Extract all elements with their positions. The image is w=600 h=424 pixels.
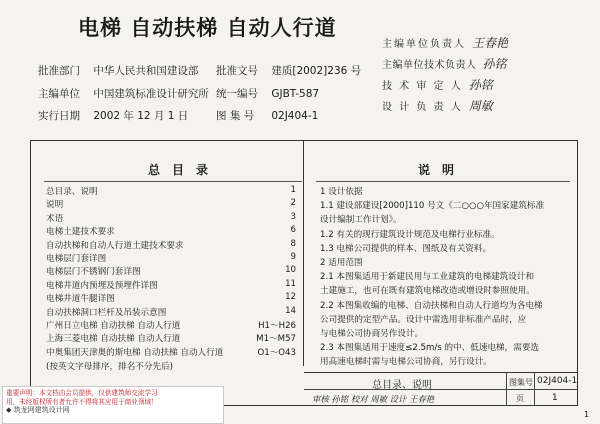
toc-item: 说明 [46, 200, 64, 211]
toc-page: 11 [285, 278, 296, 289]
explanation-title: 说明 [418, 163, 467, 177]
responsible-row [382, 55, 507, 72]
toc-page: 2 [290, 198, 296, 209]
title-block-mid-rule [304, 389, 578, 390]
approve-no-label: 批准文号 [216, 65, 258, 77]
title-block-col-rule [506, 372, 507, 406]
toc-item: 总目录、说明 [46, 187, 98, 197]
copyright-notice [2, 386, 224, 424]
title-block-review-row: 审核 孙铭 校对 周敏 设计 王春艳 [312, 394, 435, 404]
explanation-line: 1.2 有关的现行建筑设计规范及电梯行业标准。 [320, 229, 500, 240]
responsible-signature: 孙铭 [482, 57, 507, 71]
title-block-atlas-label: 图集号 [509, 378, 533, 387]
responsible-role: 技 术 审 定 人 [382, 81, 463, 92]
unified-no-label: 统一编号 [216, 88, 258, 100]
toc-page: M1～M57 [256, 334, 296, 345]
title-block-page-label: 页 [516, 394, 524, 403]
notice-line: 重要声明：本文档由会员提供，仅供建筑师交流学习 [6, 389, 158, 397]
approve-no-value: 建质[2002]236 号 [271, 65, 362, 77]
explanation-rule [316, 181, 570, 182]
toc-page: H1～H26 [258, 321, 296, 331]
toc-item: 术语 [46, 213, 64, 224]
toc-title: 总目录 [148, 163, 221, 177]
title-block-col-rule [534, 372, 535, 406]
editor-row [38, 86, 209, 101]
atlas-no-label: 图 集 号 [216, 110, 255, 122]
explanation-line: 1.1 建设部建设[2000]110 号文《二○○○年国家建筑标准 [320, 201, 545, 212]
explanation-line: 土建施工，也可在既有建筑电梯改造或增设时参照使用。 [320, 286, 535, 297]
toc-item: 自动扶梯和自动人行道土建技术要求 [46, 240, 184, 251]
notice-line: 用，未经版权所有者允许不得将其应用于商业领域！ [6, 397, 158, 406]
atlas-no-value: 02J404-1 [271, 110, 319, 122]
atlas-no-row [216, 108, 318, 123]
center-divider [303, 140, 304, 366]
toc-page: 3 [290, 211, 296, 222]
toc-footnote: (按英文字母排序，排名不分先后) [46, 362, 174, 372]
toc-page: 14 [285, 305, 296, 316]
toc-item: 电梯井道内预埋及预埋件详图 [46, 280, 158, 291]
responsible-signature: 王春艳 [472, 36, 509, 50]
toc-page: 10 [285, 265, 296, 276]
date-value: 2002 年 12 月 1 日 [93, 110, 189, 122]
approve-dept-row [38, 63, 198, 78]
explanation-line: 1.3 电梯公司提供的样本、图纸及有关资料。 [320, 243, 492, 254]
title-block-atlas-no: 02J404-1 [537, 376, 578, 386]
date-row [38, 108, 188, 123]
explanation-line: 2.1 本图集适用于新建民用与工业建筑的电梯建筑设计和 [320, 272, 535, 283]
atlas-title: 电梯 自动扶梯 自动人行道 [78, 16, 337, 40]
explanation-line: 2 适用范围 [320, 258, 363, 268]
explanation-line: 用高速电梯时需与电梯公司协商，另行设计。 [320, 357, 492, 368]
unified-no-row [216, 86, 319, 101]
toc-item: 电梯土建技术要求 [46, 227, 115, 238]
corner-page-number: 1 [584, 410, 590, 419]
explanation-line: 1 设计依据 [320, 187, 363, 197]
toc-item: 自动扶梯洞口栏杆及吊装示意图 [46, 307, 167, 318]
toc-item: 电梯层门不锈钢门套详图 [46, 267, 141, 278]
editor-label: 主编单位 [38, 88, 80, 100]
responsible-signature: 孙铭 [468, 78, 493, 92]
approve-dept-label: 批准部门 [38, 65, 80, 77]
date-label: 实行日期 [38, 110, 80, 122]
responsible-role: 设 计 负 责 人 [382, 102, 463, 113]
responsible-signature: 周敏 [468, 99, 493, 113]
explanation-line: 与电梯公司协商另作设计。 [320, 329, 424, 339]
toc-item: 中奥集团天津奥的斯电梯 自动扶梯 自动人行道 [46, 347, 224, 358]
toc-item: 电梯层门套详图 [46, 254, 107, 264]
toc-item: 广州日立电梯 自动扶梯 自动人行道 [46, 321, 181, 331]
approve-dept-value: 中华人民共和国建设部 [93, 65, 199, 77]
notice-brand: ◆ 筑龙网建筑设计网 [6, 406, 70, 415]
toc-page: 9 [290, 252, 296, 262]
explanation-line: 公司提供的定型产品。设计中需选用非标准产品时，应 [320, 314, 527, 325]
responsible-role: 主编单位负责人 [382, 39, 466, 50]
explanation-line: 设计编制工作计划》。 [320, 215, 402, 226]
toc-page: 8 [290, 238, 296, 249]
explanation-line: 2.3 本图集适用于速度≤2.5m/s 的中、低速电梯，需要选 [320, 343, 540, 354]
toc-page: O1～O43 [257, 347, 296, 358]
responsible-role: 主编单位技术负责人 [382, 60, 477, 71]
editor-value: 中国建筑标准设计研究所 [93, 88, 209, 100]
responsible-row [382, 34, 508, 51]
toc-page: 6 [290, 225, 296, 236]
approve-no-row [216, 63, 361, 78]
title-block-top-border [304, 372, 578, 373]
title-block-name: 总目录、说明 [372, 380, 432, 391]
explanation-line: 2.2 本图集收编的电梯、自动扶梯和自动人行道均为各电梯 [320, 300, 543, 311]
toc-page: 12 [285, 292, 296, 303]
toc-item: 上海三菱电梯 自动扶梯 自动人行道 [46, 334, 181, 345]
responsible-row [382, 97, 493, 114]
unified-no-value: GJBT-587 [271, 88, 320, 100]
responsible-row [382, 76, 493, 93]
toc-item: 电梯井道牛腿详图 [46, 294, 115, 305]
toc-page: 1 [290, 185, 296, 195]
title-block-page: 1 [552, 393, 558, 403]
toc-rule [44, 181, 302, 182]
